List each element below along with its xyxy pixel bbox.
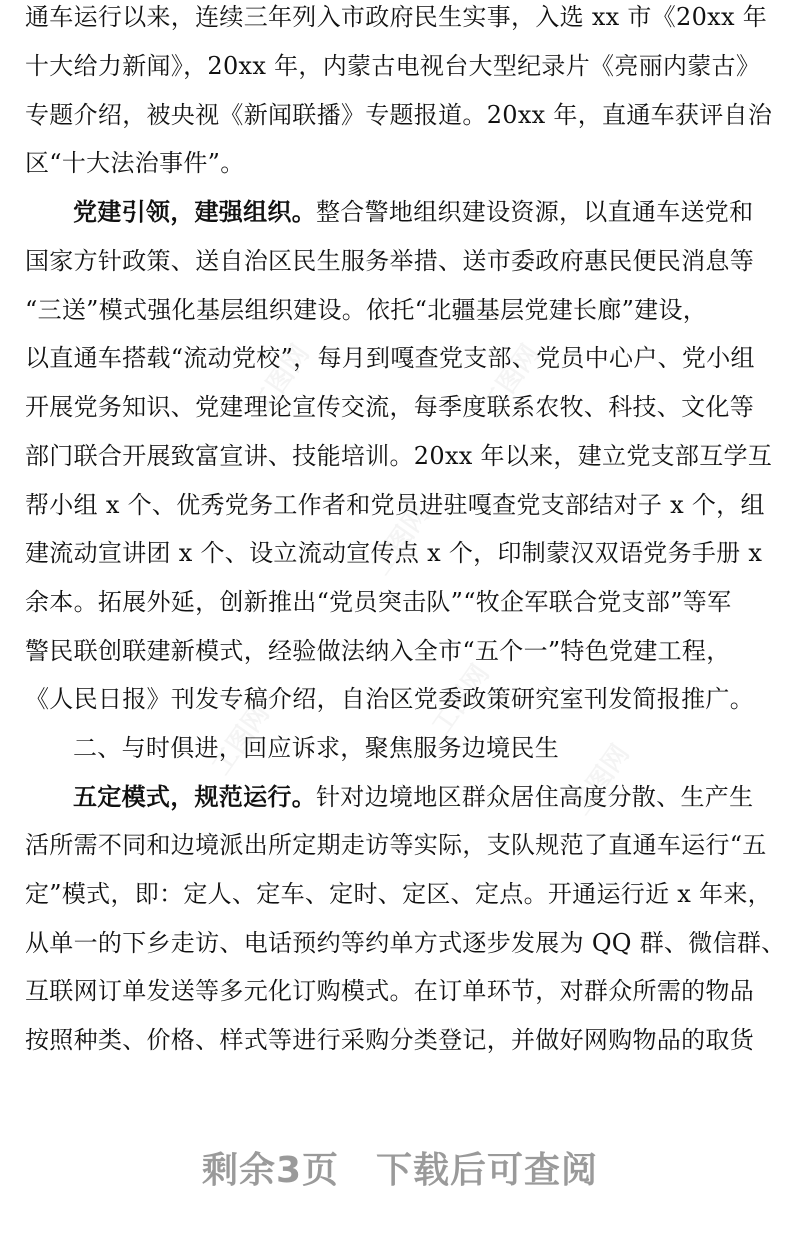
download-notice-text[interactable]: 剩余3页 下载后可查阅	[201, 1150, 599, 1191]
body-line: 按照种类、价格、样式等进行采购分类登记，并做好网购物品的取货	[25, 1026, 754, 1054]
body-line: 《人民日报》刊发专稿介绍，自治区党委政策研究室刊发简报推广。	[25, 685, 754, 713]
section-lead-bold: 党建引领，建强组织。	[73, 197, 316, 226]
body-line: 以直通车搭载“流动党校”，每月到嘎查党支部、党员中心户、党小组	[25, 344, 755, 372]
body-line: 专题介绍，被央视《新闻联播》专题报道。20xx 年，直通车获评自治	[25, 101, 773, 129]
download-notice[interactable]	[0, 1146, 800, 1196]
body-line: 国家方针政策、送自治区民生服务举措、送市委政府惠民便民消息等	[25, 247, 754, 275]
body-line: 互联网订单发送等多元化订购模式。在订单环节，对群众所需的物品	[25, 977, 754, 1005]
body-line: 开展党务知识、党建理论宣传交流，每季度联系农牧、科技、文化等	[25, 393, 754, 421]
body-line: 余本。拓展外延，创新推出“党员突击队”“牧企军联合党支部”等军	[25, 588, 732, 616]
paragraph-heading-five-fixed	[73, 782, 753, 812]
section-lead-bold: 五定模式，规范运行。	[73, 782, 316, 811]
body-line: 通车运行以来，连续三年列入市政府民生实事，入选 xx 市《20xx 年	[25, 3, 768, 31]
body-line: 警民联创联建新模式，经验做法纳入全市“五个一”特色党建工程，	[25, 637, 731, 665]
paragraph-heading-party-building	[73, 197, 753, 227]
body-line: 建流动宣讲团 x 个、设立流动宣传点 x 个，印制蒙汉双语党务手册 x	[25, 539, 763, 567]
body-line: 区“十大法治事件”。	[25, 149, 245, 177]
body-line: 从单一的下乡走访、电话预约等约单方式逐步发展为 QQ 群、微信群、	[25, 929, 786, 957]
body-line: 十大给力新闻》，20xx 年，内蒙古电视台大型纪录片《亮丽内蒙古》	[25, 52, 761, 80]
section-heading-two: 二、与时俱进，回应诉求，聚焦服务边境民生	[73, 734, 559, 762]
body-line: “三送”模式强化基层组织建设。依托“北疆基层党建长廊”建设，	[25, 296, 708, 324]
body-line: 活所需不同和边境派出所定期走访等实际，支队规范了直通车运行“五	[25, 831, 767, 859]
body-line: 部门联合开展致富宣讲、技能培训。20xx 年以来，建立党支部互学互	[25, 442, 773, 470]
body-line: 帮小组 x 个、优秀党务工作者和党员进驻嘎查党支部结对子 x 个，组	[25, 491, 765, 519]
body-text: 整合警地组织建设资源，以直通车送党和	[316, 198, 754, 226]
body-text: 针对边境地区群众居住高度分散、生产生	[316, 783, 754, 811]
body-line: 定”模式，即：定人、定车、定时、定区、定点。开通运行近 x 年来，	[25, 880, 772, 908]
